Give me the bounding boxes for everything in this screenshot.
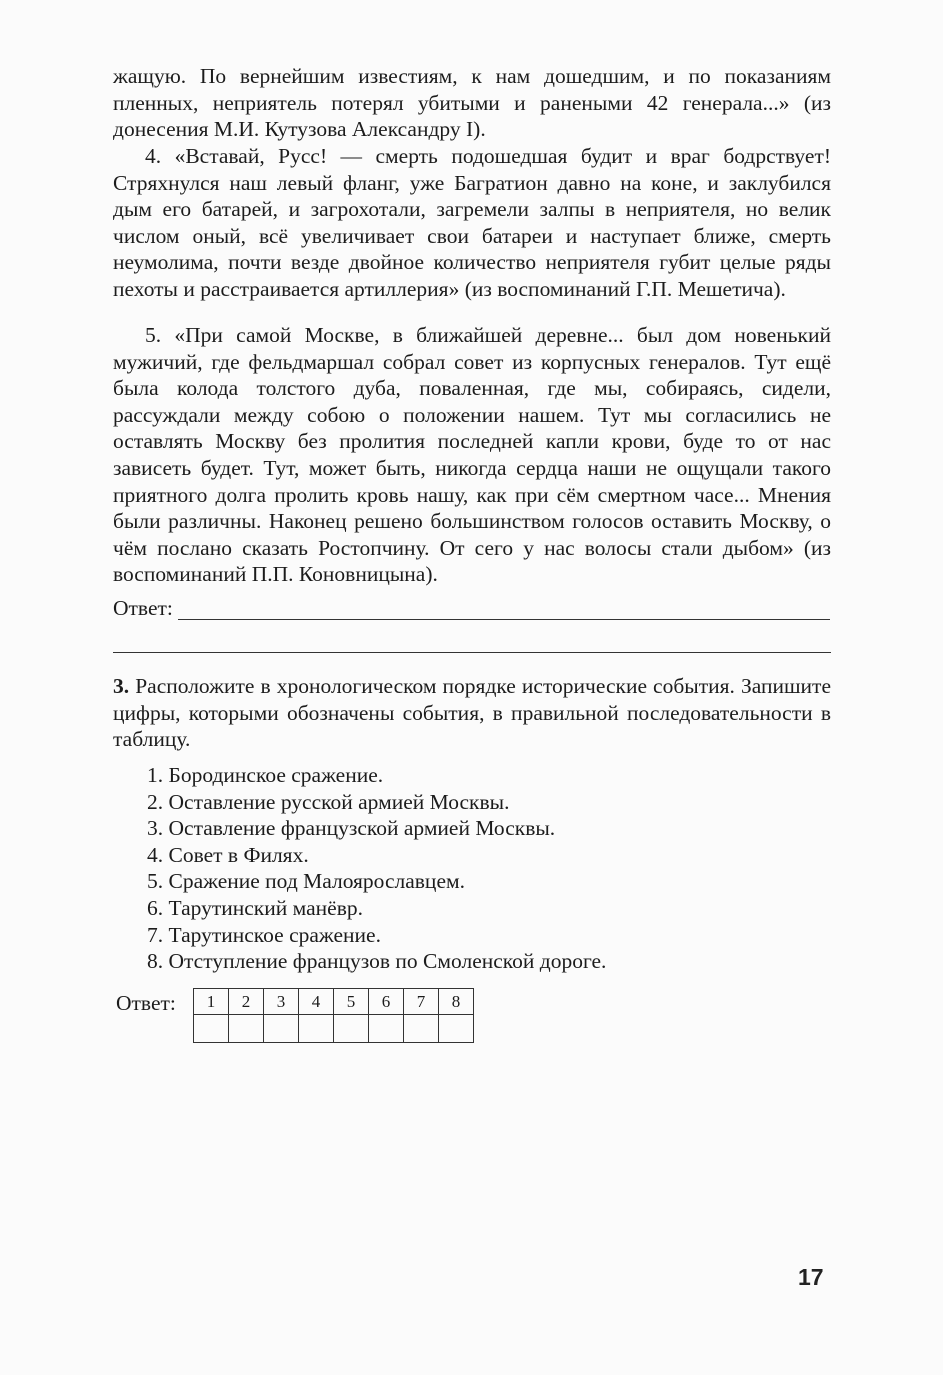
- table-header-row: [194, 989, 474, 1015]
- paragraph-continuation: жащую. По вернейшим известиям, к нам дошедшим, и по показаниям пленных, неприятель потерял убитыми и ранеными 42 генерала...» (из донесения М.И. Кутузова Александру I).: [113, 64, 831, 142]
- answer-cell[interactable]: [369, 1015, 404, 1043]
- event-list: [147, 762, 606, 975]
- event-item: 4. Совет в Филях.: [147, 842, 309, 867]
- event-item: 8. Отступление французов по Смоленской дороге.: [147, 949, 607, 974]
- table-header-cell: 6: [369, 989, 404, 1015]
- answer-label: Ответ:: [116, 991, 176, 1015]
- answer-row: [113, 595, 831, 621]
- table-header-cell: 2: [229, 989, 264, 1015]
- event-item: 2. Оставление русской армией Москвы.: [147, 789, 510, 814]
- table-answer-row: [194, 1015, 474, 1043]
- answer-cell[interactable]: [404, 1015, 439, 1043]
- task-number: 3.: [113, 674, 130, 698]
- table-header-cell: 1: [194, 989, 229, 1015]
- task-3-instruction: [113, 673, 831, 753]
- table-header-cell: 3: [264, 989, 299, 1015]
- answer-cell[interactable]: [229, 1015, 264, 1043]
- page-number: 17: [798, 1264, 824, 1290]
- event-item: 3. Оставление французской армией Москвы.: [147, 816, 556, 841]
- quote-5: 5. «При самой Москве, в ближайшей деревне... был дом новенький мужичий, где фельдмаршал собрал совет из корпусных генералов. Тут ещё была колода толстого дуба, поваленная, где мы, собираясь, сидели, рассуждали между собою о положении нашем. Тут мы согласились не оставлять Москву без пролития последней капли крови, буде то от нас зависеть будет. Тут, может быть, никогда сердца наши не ощущали такого приятного долга пролить кровь нашу, как при сём смертном часе... Мнения были различны. Наконец решено большинством голосов оставить Москву, о чём послано сказать Ростопчину. От сего у нас волосы стали дыбом» (из воспоминаний П.П. Коновницына).: [113, 323, 831, 587]
- answer-cell[interactable]: [299, 1015, 334, 1043]
- answer-cell[interactable]: [194, 1015, 229, 1043]
- event-item: 1. Бородинское сражение.: [147, 763, 384, 787]
- task-3-text: Расположите в хронологическом порядке исторические события. Запишите цифры, которыми обозначены события, в правильной последовательности в таблицу.: [113, 674, 831, 752]
- answer-cell[interactable]: [334, 1015, 369, 1043]
- answer-label: Ответ:: [113, 596, 173, 620]
- event-item: 6. Тарутинский манёвр.: [147, 895, 363, 920]
- event-item: 5. Сражение под Малоярославцем.: [147, 869, 465, 894]
- table-header-cell: 8: [439, 989, 474, 1015]
- answer-cell[interactable]: [264, 1015, 299, 1043]
- quote-4: 4. «Вставай, Русс! — смерть подошедшая будит и враг бодрствует! Стряхнулся наш левый фланг, уже Багратион давно на коне, и заклубился дым его батарей, и загрохотали, загремели залпы в неприятеля, но велик числом оный, всё увеличивает свои батареи и наступает ближе, смерть неумолима, почти везде двойное количество неприятеля губит целые ряды пехоты и расстраивается артиллерия» (из воспоминаний Г.П. Мешетича).: [113, 144, 831, 301]
- answer-line-1[interactable]: [178, 619, 830, 620]
- table-header-cell: 7: [404, 989, 439, 1015]
- table-header-cell: 4: [299, 989, 334, 1015]
- answer-cell[interactable]: [439, 1015, 474, 1043]
- answer-table: [193, 988, 474, 1043]
- answer-line-2[interactable]: [113, 652, 831, 653]
- table-header-cell: 5: [334, 989, 369, 1015]
- event-item: 7. Тарутинское сражение.: [147, 922, 381, 947]
